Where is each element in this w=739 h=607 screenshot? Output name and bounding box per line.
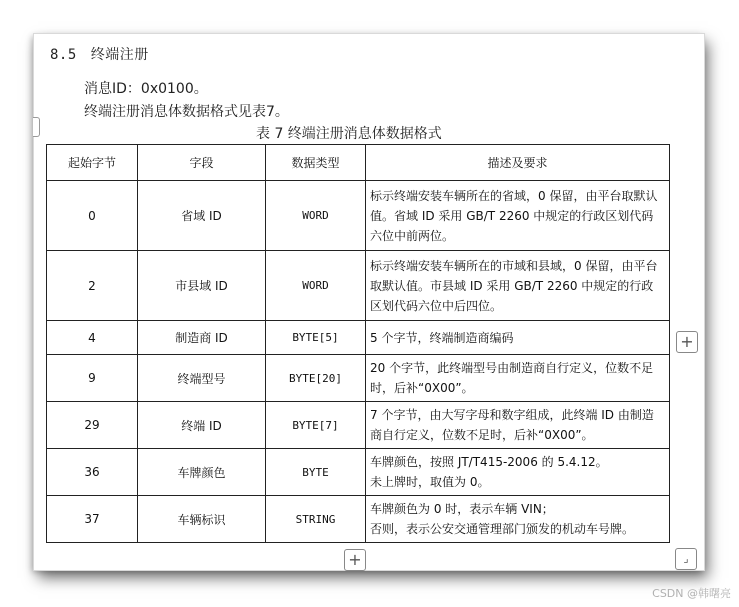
cell-field: 省域 ID bbox=[138, 181, 266, 251]
cell-type: WORD bbox=[266, 181, 366, 251]
format-note-text: 终端注册消息体数据格式见表7。 bbox=[84, 104, 289, 120]
cell-field: 车辆标识 bbox=[138, 496, 266, 543]
data-format-table bbox=[46, 144, 670, 543]
table-row bbox=[47, 251, 670, 321]
table-row bbox=[47, 449, 670, 496]
table-drag-handle[interactable] bbox=[33, 117, 40, 137]
watermark: CSDN @韩曙亮 bbox=[652, 587, 731, 600]
header-description: 描述及要求 bbox=[366, 145, 670, 181]
cell-desc: 5 个字节，终端制造商编码 bbox=[366, 321, 670, 355]
cell-start: 4 bbox=[47, 321, 138, 355]
cell-type: BYTE bbox=[266, 449, 366, 496]
desc-line: 未上牌时，取值为 0。 bbox=[370, 475, 490, 489]
cell-field: 制造商 ID bbox=[138, 321, 266, 355]
cell-type: STRING bbox=[266, 496, 366, 543]
table-row bbox=[47, 321, 670, 355]
table-resize-handle[interactable]: ⌟ bbox=[675, 548, 697, 570]
desc-line: 否则，表示公安交通管理部门颁发的机动车号牌。 bbox=[370, 522, 635, 536]
table-row bbox=[47, 496, 670, 543]
cell-start: 37 bbox=[47, 496, 138, 543]
cell-desc: 标示终端安装车辆所在的省域，0 保留，由平台取默认值。省域 ID 采用 GB/T 2260 中规定的行政区划代码六位中前两位。 bbox=[366, 181, 670, 251]
cell-start: 0 bbox=[47, 181, 138, 251]
cell-field: 终端 ID bbox=[138, 402, 266, 449]
table-row bbox=[47, 181, 670, 251]
header-data-type: 数据类型 bbox=[266, 145, 366, 181]
cell-start: 2 bbox=[47, 251, 138, 321]
desc-line: 车牌颜色，按照 JT/T415-2006 的 5.4.12。 bbox=[370, 455, 608, 469]
header-field: 字段 bbox=[138, 145, 266, 181]
cell-desc bbox=[366, 496, 670, 543]
header-start-byte: 起始字节 bbox=[47, 145, 138, 181]
cell-desc bbox=[366, 449, 670, 496]
add-row-button[interactable]: + bbox=[344, 549, 366, 571]
cell-start: 9 bbox=[47, 355, 138, 402]
cell-start: 29 bbox=[47, 402, 138, 449]
cell-type: BYTE[5] bbox=[266, 321, 366, 355]
cell-desc: 20 个字节，此终端型号由制造商自行定义，位数不足时，后补“0X00”。 bbox=[366, 355, 670, 402]
cell-desc: 标示终端安装车辆所在的市域和县域，0 保留，由平台取默认值。市县域 ID 采用 GB/T 2260 中规定的行政区划代码六位中后四位。 bbox=[366, 251, 670, 321]
cell-field: 终端型号 bbox=[138, 355, 266, 402]
section-number: 8.5 bbox=[50, 47, 77, 63]
table-caption: 表 7 终端注册消息体数据格式 bbox=[256, 126, 442, 142]
cell-type: WORD bbox=[266, 251, 366, 321]
cell-field: 市县域 ID bbox=[138, 251, 266, 321]
add-column-button[interactable]: + bbox=[676, 331, 698, 353]
section-title: 终端注册 bbox=[90, 47, 149, 63]
table-header-row bbox=[47, 145, 670, 181]
cell-field: 车牌颜色 bbox=[138, 449, 266, 496]
cell-type: BYTE[20] bbox=[266, 355, 366, 402]
desc-line: 车牌颜色为 0 时，表示车辆 VIN； bbox=[370, 502, 554, 516]
message-id-text: 消息ID：0x0100。 bbox=[84, 81, 208, 97]
table-row bbox=[47, 355, 670, 402]
cell-type: BYTE[7] bbox=[266, 402, 366, 449]
table-row bbox=[47, 402, 670, 449]
cell-start: 36 bbox=[47, 449, 138, 496]
section-heading bbox=[50, 44, 149, 64]
cell-desc: 7 个字节，由大写字母和数字组成，此终端 ID 由制造商自行定义，位数不足时，后补“0X00”。 bbox=[366, 402, 670, 449]
